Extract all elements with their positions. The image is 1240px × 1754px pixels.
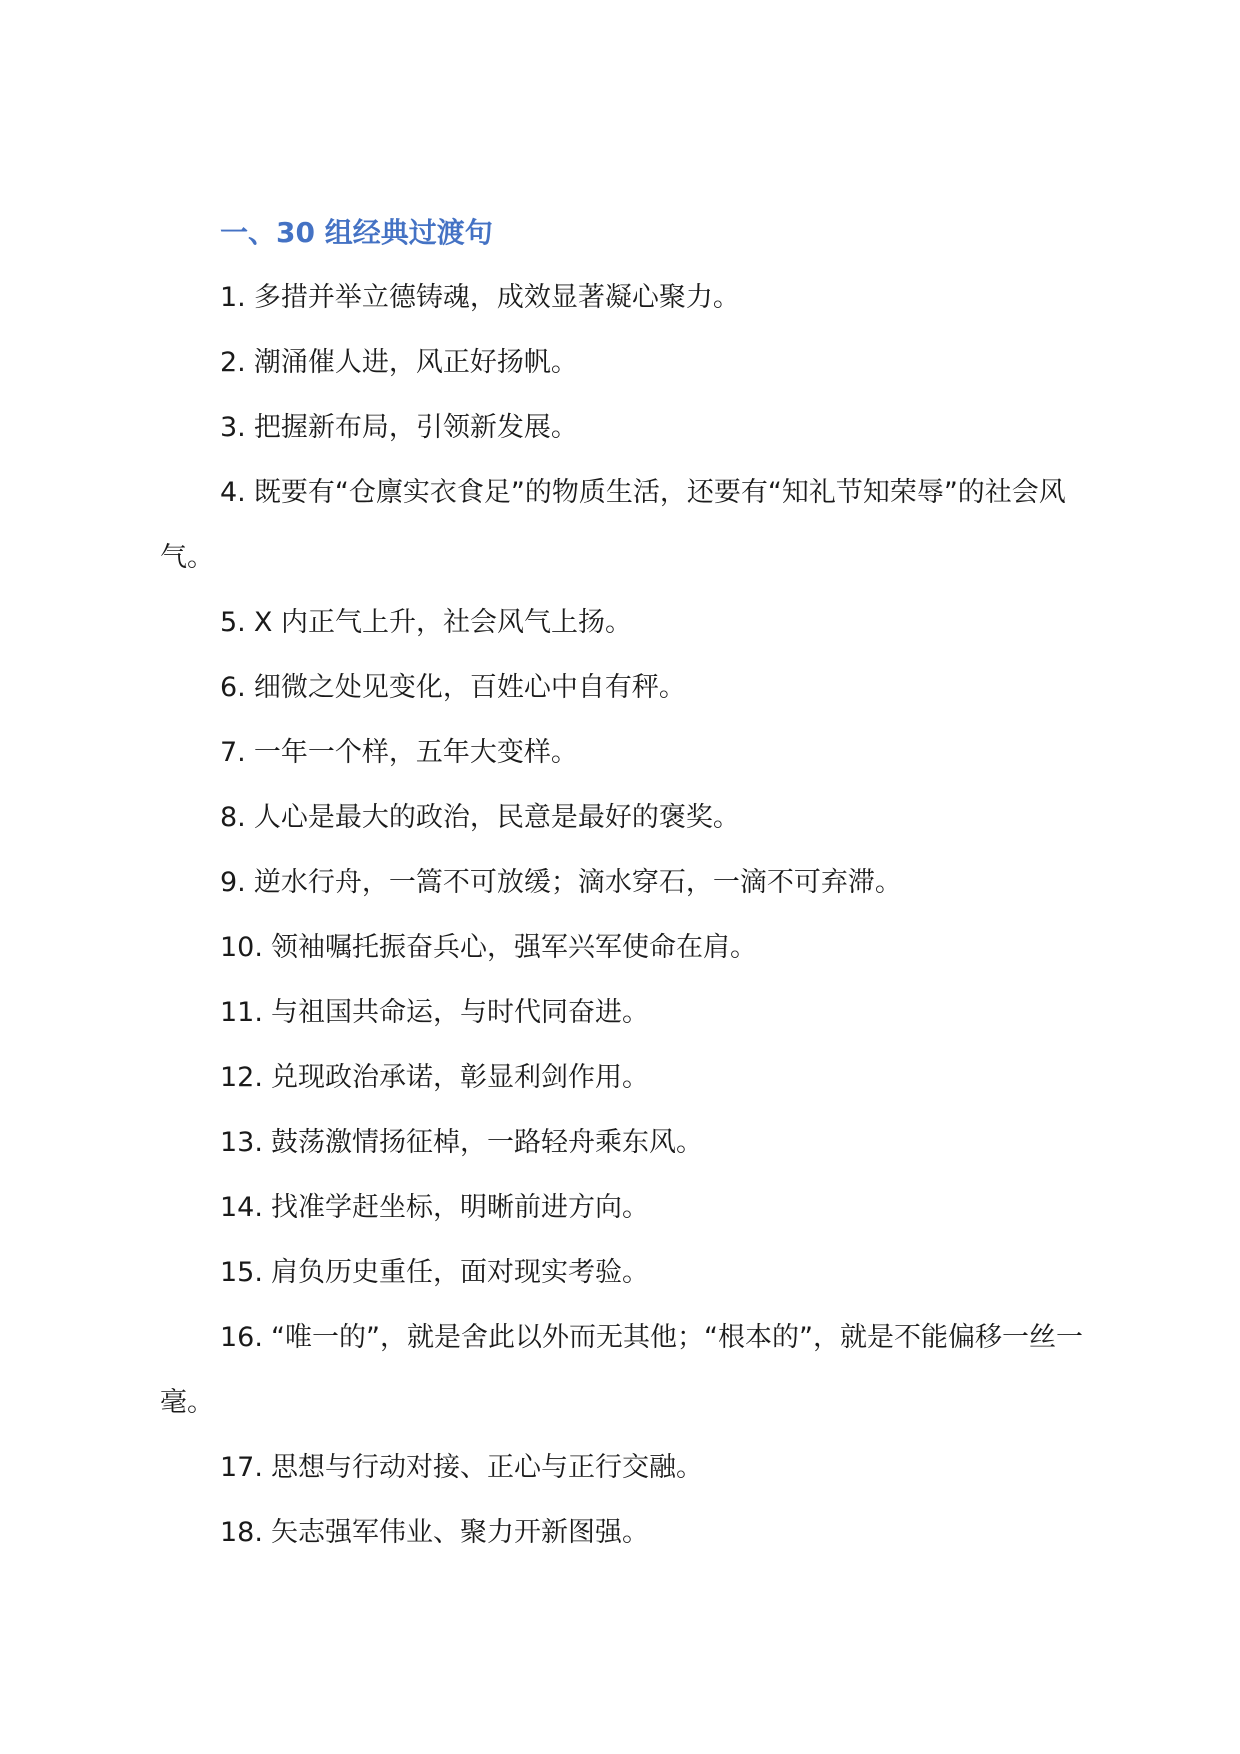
list-item	[160, 460, 1090, 590]
list-item	[160, 850, 1090, 915]
item-number: 8.	[220, 802, 246, 833]
list-item	[160, 1240, 1090, 1305]
item-text: 一年一个样，五年大变样。	[253, 737, 578, 768]
sentence-list	[160, 265, 1090, 1565]
list-item	[160, 590, 1090, 655]
list-item	[160, 395, 1090, 460]
list-item	[160, 1175, 1090, 1240]
item-text: 领袖嘱托振奋兵心，强军兴军使命在肩。	[271, 932, 758, 963]
item-text: 多措并举立德铸魂，成效显著凝心聚力。	[253, 282, 740, 313]
section-heading: 一、30 组经典过渡句	[220, 216, 493, 249]
list-item	[160, 655, 1090, 720]
list-item	[160, 1305, 1090, 1435]
item-text: 潮涌催人进，风正好扬帆。	[253, 347, 578, 378]
item-number: 9.	[220, 867, 246, 898]
item-text: 兑现政治承诺，彰显利剑作用。	[271, 1062, 650, 1093]
list-item	[160, 1110, 1090, 1175]
list-item	[160, 265, 1090, 330]
item-text: 与祖国共命运，与时代同奋进。	[271, 997, 650, 1028]
item-number: 4.	[220, 477, 246, 508]
item-text: 逆水行舟，一篙不可放缓；滴水穿石，一滴不可弃滞。	[253, 867, 902, 898]
item-number: 3.	[220, 412, 246, 443]
list-item	[160, 1435, 1090, 1500]
item-number: 12.	[220, 1062, 263, 1093]
document-content	[160, 200, 1090, 1565]
list-item	[160, 1500, 1090, 1565]
item-text: 细微之处见变化，百姓心中自有秤。	[253, 672, 686, 703]
item-text: X 内正气上升，社会风气上扬。	[253, 607, 632, 638]
item-text: 思想与行动对接、正心与正行交融。	[271, 1452, 704, 1483]
item-text: 矢志强军伟业、聚力开新图强。	[271, 1517, 650, 1548]
item-text: “唯一的”，就是舍此以外而无其他；“根本的”，就是不能偏移一丝一毫。	[160, 1322, 1083, 1418]
item-number: 17.	[220, 1452, 263, 1483]
list-item	[160, 915, 1090, 980]
item-number: 10.	[220, 932, 263, 963]
item-number: 14.	[220, 1192, 263, 1223]
item-number: 15.	[220, 1257, 263, 1288]
list-item	[160, 1045, 1090, 1110]
item-text: 找准学赶坐标，明晰前进方向。	[271, 1192, 650, 1223]
list-item	[160, 720, 1090, 785]
item-number: 11.	[220, 997, 263, 1028]
item-number: 1.	[220, 282, 246, 313]
list-item	[160, 330, 1090, 395]
item-number: 7.	[220, 737, 246, 768]
item-text: 把握新布局，引领新发展。	[253, 412, 578, 443]
item-text: 鼓荡激情扬征棹，一路轻舟乘东风。	[271, 1127, 704, 1158]
list-item	[160, 980, 1090, 1045]
item-number: 16.	[220, 1322, 263, 1353]
item-text: 人心是最大的政治，民意是最好的褒奖。	[253, 802, 740, 833]
item-number: 18.	[220, 1517, 263, 1548]
item-number: 6.	[220, 672, 246, 703]
item-number: 13.	[220, 1127, 263, 1158]
list-item	[160, 785, 1090, 850]
item-text: 肩负历史重任，面对现实考验。	[271, 1257, 650, 1288]
item-number: 5.	[220, 607, 246, 638]
item-number: 2.	[220, 347, 246, 378]
item-text: 既要有“仓廪实衣食足”的物质生活，还要有“知礼节知荣辱”的社会风气。	[160, 477, 1066, 573]
